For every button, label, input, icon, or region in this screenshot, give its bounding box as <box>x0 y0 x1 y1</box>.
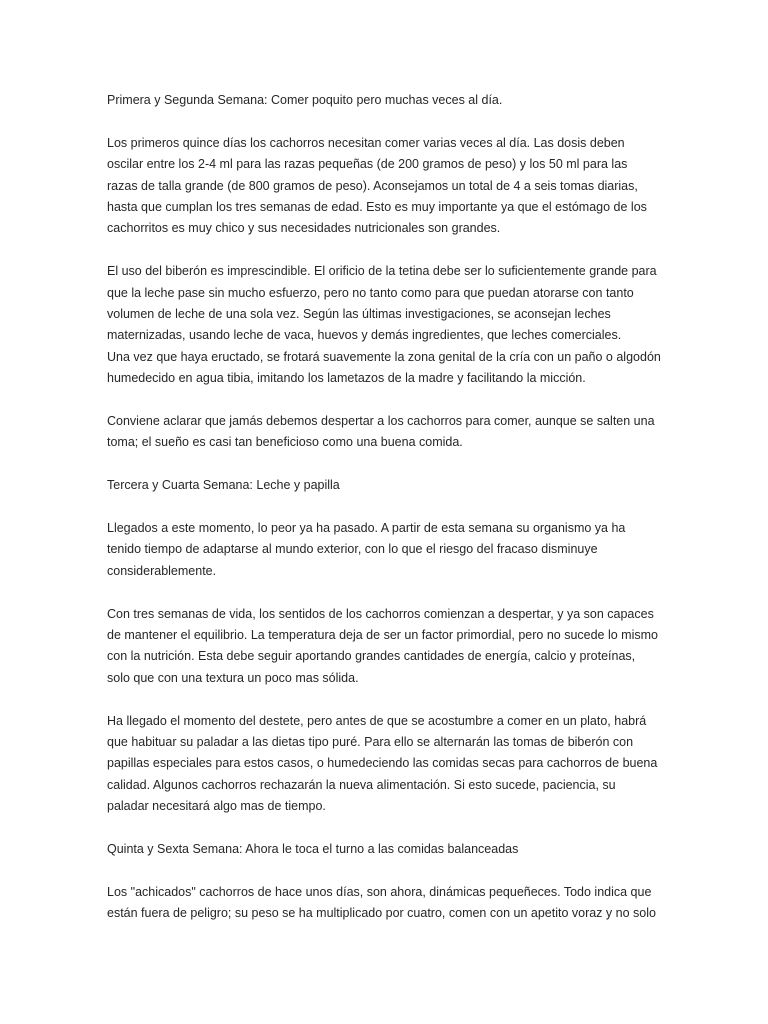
text-line: razas de talla grande (de 800 gramos de peso). Aconsejamos un total de 4 a seis tomas diarias, <box>107 178 638 193</box>
text-line: cachorritos es muy chico y sus necesidades nutricionales son grandes. <box>107 221 501 236</box>
text-line: están fuera de peligro; su peso se ha multiplicado por cuatro, comen con un apetito voraz y no solo <box>107 906 656 921</box>
text-line: que la leche pase sin mucho esfuerzo, pero no tanto como para que puedan atorarse con tanto <box>107 285 634 300</box>
text-line: calidad. Algunos cachorros rechazarán la nueva alimentación. Si esto sucede, paciencia, su <box>107 777 616 792</box>
text-line: Ha llegado el momento del destete, pero antes de que se acostumbre a comer en un plato, habrá <box>107 713 647 728</box>
text-line: Una vez que haya eructado, se frotará suavemente la zona genital de la cría con un paño o algodón <box>107 349 661 364</box>
text-line: El uso del biberón es imprescindible. El orificio de la tetina debe ser lo suficientemente grande para <box>107 264 657 279</box>
text-line: paladar necesitará algo mas de tiempo. <box>107 799 326 814</box>
text-line: considerablemente. <box>107 563 217 578</box>
text-line: de mantener el equilibrio. La temperatura deja de ser un factor primordial, pero no sucede lo mismo <box>107 628 658 643</box>
text-line: volumen de leche de una sola vez. Según las últimas investigaciones, se aconsejan leches <box>107 307 611 322</box>
paragraph-gap <box>107 818 663 839</box>
text-line: Quinta y Sexta Semana: Ahora le toca el turno a las comidas balanceadas <box>107 842 519 857</box>
text-line: con la nutrición. Esta debe seguir aportando grandes cantidades de energía, calcio y proteínas, <box>107 649 636 664</box>
text-line: que habituar su paladar a las dietas tipo puré. Para ello se alternarán las tomas de biberón con <box>107 735 634 750</box>
paragraph-gap <box>107 861 663 882</box>
text-line: Llegados a este momento, lo peor ya ha pasado. A partir de esta semana su organismo ya ha <box>107 521 626 536</box>
paragraph-gap <box>107 454 663 475</box>
text-line: humedecido en agua tibia, imitando los lametazos de la madre y facilitando la micción. <box>107 371 586 386</box>
text-line: hasta que cumplan los tres semanas de edad. Esto es muy importante ya que el estómago de los <box>107 200 647 215</box>
document-page <box>107 90 663 925</box>
text-line: solo que con una textura un poco mas sólida. <box>107 670 359 685</box>
text-line: maternizadas, usando leche de vaca, huevos y demás ingredientes, que leches comerciales. <box>107 328 622 343</box>
text-line: Con tres semanas de vida, los sentidos de los cachorros comienzan a despertar, y ya son capaces <box>107 606 654 621</box>
text-line: oscilar entre los 2-4 ml para las razas pequeñas (de 200 gramos de peso) y los 50 ml para las <box>107 157 628 172</box>
paragraph-gap <box>107 390 663 411</box>
paragraph-gap <box>107 240 663 261</box>
text-line: papillas especiales para estos casos, o humedeciendo las comidas secas para cachorros de buena <box>107 756 658 771</box>
paragraph-gap <box>107 111 663 132</box>
text-line: Los primeros quince días los cachorros necesitan comer varias veces al día. Las dosis deben <box>107 135 625 150</box>
text-line: Conviene aclarar que jamás debemos despertar a los cachorros para comer, aunque se salten una <box>107 414 655 429</box>
text-line: Tercera y Cuarta Semana: Leche y papilla <box>107 478 340 493</box>
text-line: Primera y Segunda Semana: Comer poquito pero muchas veces al día. <box>107 93 503 107</box>
paragraph-gap <box>107 582 663 603</box>
paragraph-gap <box>107 689 663 710</box>
text-line: toma; el sueño es casi tan beneficioso como una buena comida. <box>107 435 463 450</box>
text-line: Los "achicados" cachorros de hace unos días, son ahora, dinámicas pequeñeces. Todo indica que <box>107 884 652 899</box>
paragraph-gap <box>107 497 663 518</box>
text-line: tenido tiempo de adaptarse al mundo exterior, con lo que el riesgo del fracaso disminuye <box>107 542 598 557</box>
